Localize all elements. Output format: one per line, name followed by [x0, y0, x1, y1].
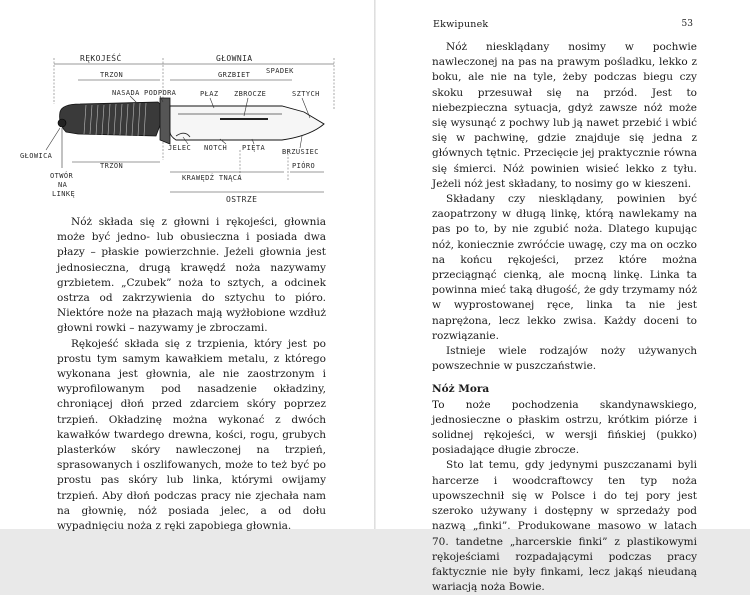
label-szpadek: SPADEK [266, 67, 294, 75]
label-pioro: PIÓRO [292, 162, 316, 170]
knife-diagram-svg [20, 40, 360, 210]
right-page [376, 0, 750, 594]
body-paragraph: Rękojeść składa się z trzpienia, który jest po prostu tym samym kawałkiem metalu, z którego wykonana jest głownia, ale nie zaostrzonym i wyprofilowanym pod nasadzenie okładziny, chroniącej dłoń przed zdarciem skóry poprzez trzpień. Okładzinę można wykonać z dwóch kawałków twardego drewna, kości, rogu, grubych plasterków skóry nawleczonej na trzpień, sprasowanych i oszlifowanych, może to też być po prostu pas skóry lub linka, którymi owijamy trzpień. Aby dłoń podczas pracy nie zjechała nam na głownię, nóż posiada jelec, a od dołu wypadnięciu noża z ręki zapobiega głownia. [57, 337, 326, 533]
section-heading: Nóż Mora [432, 383, 490, 396]
body-paragraph: Nóż niesklądany nosimy w pochwie nawleczonej na pas na prawym pośladku, lekko z boku, ale nie na tyle, żeby podczas biegu czy skoku przesuwał się na przód. Jest to niebezpieczna sytuacja, gdyż zawsze nóż może się wysunąć z pochwy lub ją nawet przebić i wbić się w pachwinę, gdzie znajduje się jedna z głównych tętnic. Przecięcie jej praktycznie równa się śmierci. Nóż powinien wisieć lekko z tyłu. Jeżeli nóż jest składany, to nosimy go w kieszeni. [432, 41, 697, 190]
knife-handle [60, 102, 162, 136]
label-glownia: GŁOWNIA [216, 54, 253, 63]
label-otwor-3: LINKĘ [52, 190, 76, 198]
body-paragraph: Sto lat temu, gdy jedynymi puszczanami byli harcerze i woodcraftowcy ten typ noża upowszechnił się w Polsce i do tej pory jest szeroko używany i dostępny w sprzedaży pod nazwą „finki”. Produkowane masowo w latach 70. tandetne „harcerskie finki” z plastikowymi rękojeściami rozpadającymi podczas pracy faktycznie nie były finkami, lecz jakąś nieudaną wariacją noża Bowie. [432, 459, 697, 594]
label-otwor-1: OTWÓR [50, 172, 74, 180]
label-trzon-top: TRZON [100, 71, 124, 79]
body-paragraph: Składany czy niesklądany, powinien być zaopatrzony w długą linkę, którą nawlekamy na pas po to, by nie zgubić noża. Dlatego kupując nóż, koniecznie zwróćcie uwagę, czy ma on oczko na końcu rękojeści, przez które można przeciągnąć cienką, ale mocną linkę. Linka ta powinna mieć taką długość, że gdy trzymamy nóż w wyprostowanej ręce, linka ta nie jest naprężona, lecz lekko zwisa. Każdy doceni to rozwiązanie. [432, 193, 697, 342]
label-grzbiet: GRZBIET [218, 71, 251, 79]
label-sztych: SZTYCH [292, 90, 320, 98]
right-body-text [432, 40, 697, 595]
label-trzon-bottom: TRZON [100, 162, 124, 170]
label-otwor-2: NA [58, 181, 68, 189]
label-krawedz: KRAWĘDŹ TNĄCA [182, 174, 242, 182]
label-glowica: GŁOWICA [20, 152, 53, 160]
label-podpora: PODPORA [144, 89, 177, 97]
label-pieta: PIĘTA [242, 144, 266, 152]
left-body-text [57, 215, 326, 534]
label-jelec: JELEC [168, 144, 192, 152]
label-notch: NOTCH [204, 144, 228, 152]
body-paragraph: To noże pochodzenia skandynawskiego, jednosieczne o płaskim ostrzu, krótkim piórze i solidnej rękojeści, w wersji fińskiej (pukko) posiadające długie zbrocze. [432, 398, 697, 457]
body-paragraph: Istnieje wiele rodzajów noży używanych powszechnie w puszczaństwie. [432, 345, 697, 373]
knife-diagram [20, 40, 360, 210]
page-number: 53 [681, 19, 693, 29]
label-nasada: NASADA [112, 89, 140, 97]
label-ostrze: OSTRZE [226, 195, 258, 204]
label-rekojesc: RĘKOJEŚĆ [80, 54, 122, 63]
label-zbrocze: ZBROCZE [234, 90, 267, 98]
running-head: Ekwipunek [433, 19, 489, 30]
knife-blade [170, 106, 324, 140]
body-paragraph: Nóż składa się z głowni i rękojeści, głownia może być jedno- lub obusieczna i posiada dwa płazy – płaskie powierzchnie. Jeżeli głownia jest jednosieczna, drugą krawędź noża nazywamy grzbietem. „Czubek” noża to sztych, a odcinek ostrza od zakrzywienia do sztychu to pióro. Niektóre noże na płazach mają wyżłobione wzdłuż głowni rowki – nazywamy je zbroczami. [57, 216, 326, 335]
left-page [0, 0, 374, 533]
label-plaz: PŁAZ [200, 90, 219, 98]
label-brzusiec: BRZUSIEC [282, 148, 319, 156]
